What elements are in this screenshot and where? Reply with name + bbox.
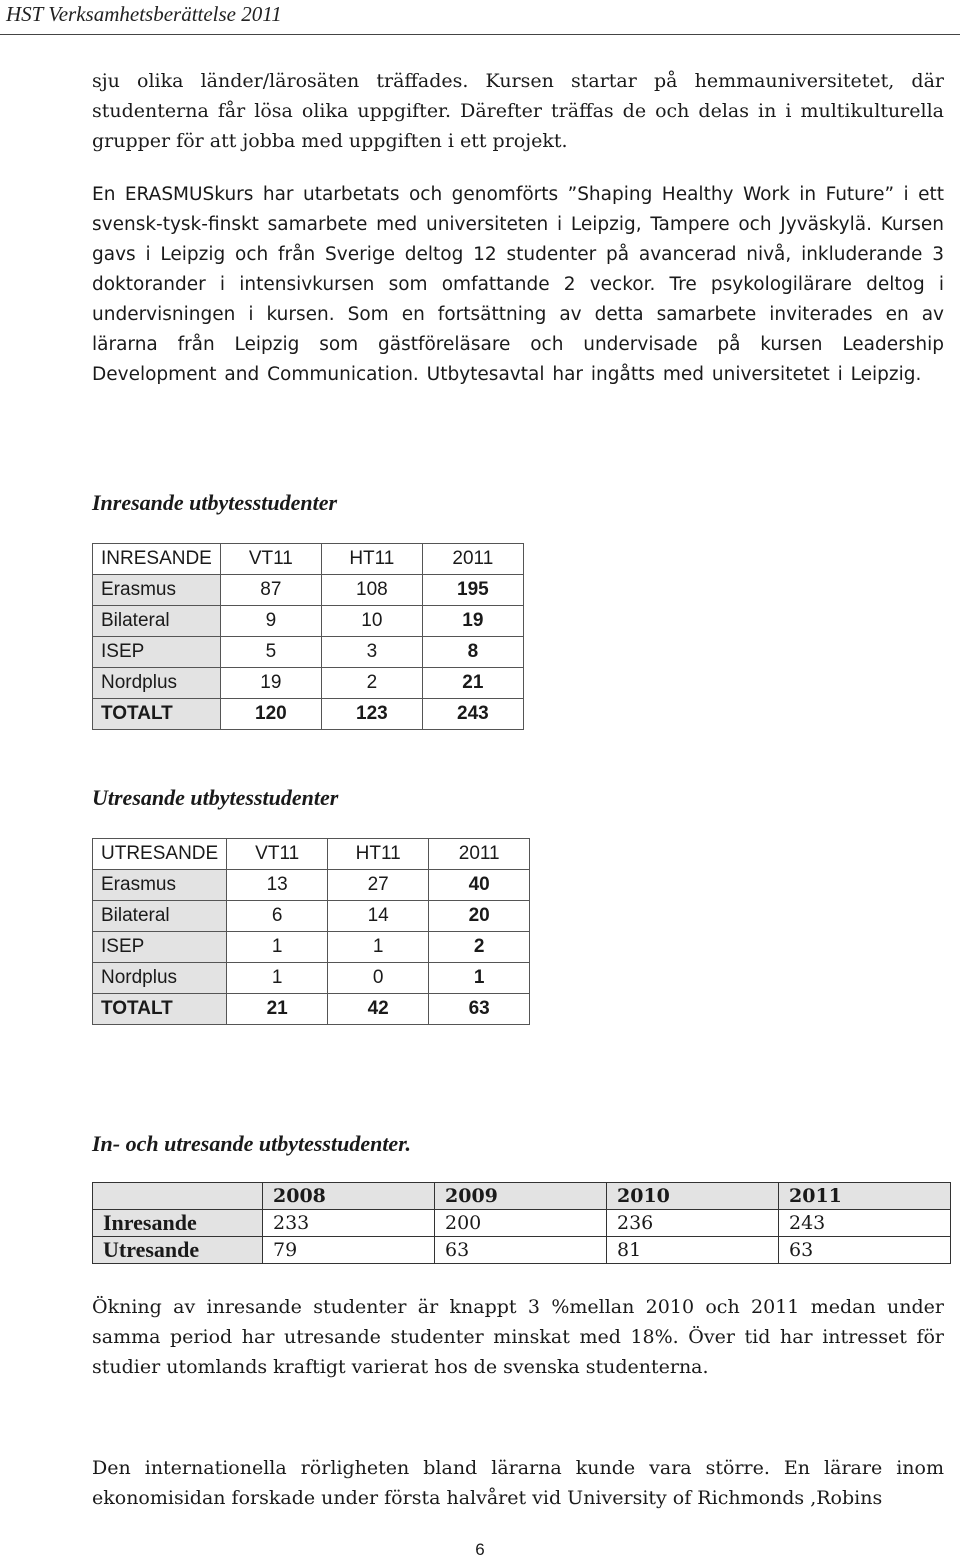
table-header-cell: 2009 bbox=[435, 1183, 607, 1210]
table-cell: 2 bbox=[321, 668, 422, 699]
table-row bbox=[93, 575, 524, 606]
row-label: ISEP bbox=[93, 932, 227, 963]
table-row-total bbox=[93, 699, 524, 730]
table-cell: 10 bbox=[321, 606, 422, 637]
inbound-section-title: Inresande utbytesstudenter bbox=[92, 490, 338, 515]
running-header: HST Verksamhetsberättelse 2011 bbox=[6, 2, 282, 26]
table-cell: 9 bbox=[220, 606, 321, 637]
table-cell: 8 bbox=[422, 637, 523, 668]
table-header-cell: 2011 bbox=[422, 544, 523, 575]
yearly-table bbox=[92, 1182, 951, 1264]
table-cell: 0 bbox=[328, 963, 429, 994]
inbound-table bbox=[92, 543, 524, 730]
page-number: 6 bbox=[475, 1540, 485, 1559]
row-label: Erasmus bbox=[93, 575, 221, 606]
table-header-cell: VT11 bbox=[227, 839, 328, 870]
table-cell: 81 bbox=[607, 1237, 779, 1264]
table-row bbox=[93, 668, 524, 699]
table-cell: 20 bbox=[429, 901, 530, 932]
row-label: Bilateral bbox=[93, 901, 227, 932]
yearly-section-title: In- och utresande utbytesstudenter. bbox=[92, 1131, 412, 1156]
table-row bbox=[93, 963, 530, 994]
table-cell: 21 bbox=[422, 668, 523, 699]
table-header-cell: INRESANDE bbox=[93, 544, 221, 575]
table-cell: 2 bbox=[429, 932, 530, 963]
table-row bbox=[93, 1210, 951, 1237]
table-header-cell: VT11 bbox=[220, 544, 321, 575]
table-cell: 108 bbox=[321, 575, 422, 606]
table-cell: 3 bbox=[321, 637, 422, 668]
table-cell: 243 bbox=[779, 1210, 951, 1237]
table-cell: 40 bbox=[429, 870, 530, 901]
row-label: TOTALT bbox=[93, 994, 227, 1025]
table-row bbox=[93, 1237, 951, 1264]
table-cell: 243 bbox=[422, 699, 523, 730]
table-cell: 14 bbox=[328, 901, 429, 932]
header-rule bbox=[0, 34, 960, 35]
inbound-header-row bbox=[93, 544, 524, 575]
table-cell: 13 bbox=[227, 870, 328, 901]
table-header-cell: 2010 bbox=[607, 1183, 779, 1210]
table-cell: 21 bbox=[227, 994, 328, 1025]
table-header-cell bbox=[93, 1183, 263, 1210]
table-cell: 63 bbox=[779, 1237, 951, 1264]
table-cell: 1 bbox=[429, 963, 530, 994]
table-cell: 5 bbox=[220, 637, 321, 668]
table-header-cell: HT11 bbox=[328, 839, 429, 870]
row-label: Erasmus bbox=[93, 870, 227, 901]
table-cell: 123 bbox=[321, 699, 422, 730]
table-row bbox=[93, 637, 524, 668]
table-header-cell: UTRESANDE bbox=[93, 839, 227, 870]
table-row bbox=[93, 606, 524, 637]
paragraph-teacher-mobility: Den internationella rörligheten bland lärarna kunde vara större. En lärare inom ekonomisidan forskade under första halvåret vid University of Richmonds ,Robins bbox=[92, 1457, 944, 1509]
table-cell: 27 bbox=[328, 870, 429, 901]
table-cell: 79 bbox=[263, 1237, 435, 1264]
paragraph-intro: sju olika länder/lärosäten träffades. Kursen startar på hemmauniversitetet, där studenterna får lösa olika uppgifter. Därefter träffas de och delas in i multikulturella grupper för att jobba med uppgiften i ett projekt. bbox=[92, 70, 944, 152]
outbound-header-row bbox=[93, 839, 530, 870]
table-cell: 19 bbox=[422, 606, 523, 637]
table-cell: 120 bbox=[220, 699, 321, 730]
table-cell: 1 bbox=[227, 932, 328, 963]
yearly-header-row bbox=[93, 1183, 951, 1210]
paragraph-erasmus-course: En ERASMUSkurs har utarbetats och genomförts ”Shaping Healthy Work in Future” i ett svensk-tysk-finskt samarbete med universiteten i Leipzig, Tampere och Jyväskylä. Kursen gavs i Leipzig och från Sverige deltog 12 studenter på avancerad nivå, inkluderande 3 doktorander i intensivkursen som omfattande 2 veckor. Tre psykologilärare deltog i undervisningen i kursen. Som en fortsättning av detta samarbete inviterades en av lärarna från Leipzig som gästföreläsare och undervisade på kursen Leadership Development and Communication. Utbytesavtal har ingåtts med universitetet i Leipzig. bbox=[92, 184, 944, 385]
table-row bbox=[93, 870, 530, 901]
table-cell: 1 bbox=[227, 963, 328, 994]
row-label: TOTALT bbox=[93, 699, 221, 730]
table-cell: 63 bbox=[429, 994, 530, 1025]
table-cell: 200 bbox=[435, 1210, 607, 1237]
row-label: ISEP bbox=[93, 637, 221, 668]
row-label: Nordplus bbox=[93, 963, 227, 994]
table-cell: 63 bbox=[435, 1237, 607, 1264]
table-cell: 195 bbox=[422, 575, 523, 606]
table-header-cell: HT11 bbox=[321, 544, 422, 575]
row-label: Utresande bbox=[93, 1237, 263, 1264]
table-row bbox=[93, 901, 530, 932]
table-header-cell: 2011 bbox=[779, 1183, 951, 1210]
table-row-total bbox=[93, 994, 530, 1025]
row-label: Inresande bbox=[93, 1210, 263, 1237]
table-cell: 236 bbox=[607, 1210, 779, 1237]
table-header-cell: 2008 bbox=[263, 1183, 435, 1210]
row-label: Nordplus bbox=[93, 668, 221, 699]
table-cell: 42 bbox=[328, 994, 429, 1025]
outbound-section-title: Utresande utbytesstudenter bbox=[92, 785, 339, 810]
outbound-table bbox=[92, 838, 530, 1025]
row-label: Bilateral bbox=[93, 606, 221, 637]
table-row bbox=[93, 932, 530, 963]
table-cell: 1 bbox=[328, 932, 429, 963]
table-header-cell: 2011 bbox=[429, 839, 530, 870]
table-cell: 19 bbox=[220, 668, 321, 699]
table-cell: 233 bbox=[263, 1210, 435, 1237]
table-cell: 87 bbox=[220, 575, 321, 606]
table-cell: 6 bbox=[227, 901, 328, 932]
paragraph-mobility-trend: Ökning av inresande studenter är knappt 3 %mellan 2010 och 2011 medan under samma period har utresande studenter minskat med 18%. Över tid har intresset för studier utomlands kraftigt varierat hos de svenska studenterna. bbox=[92, 1296, 944, 1378]
